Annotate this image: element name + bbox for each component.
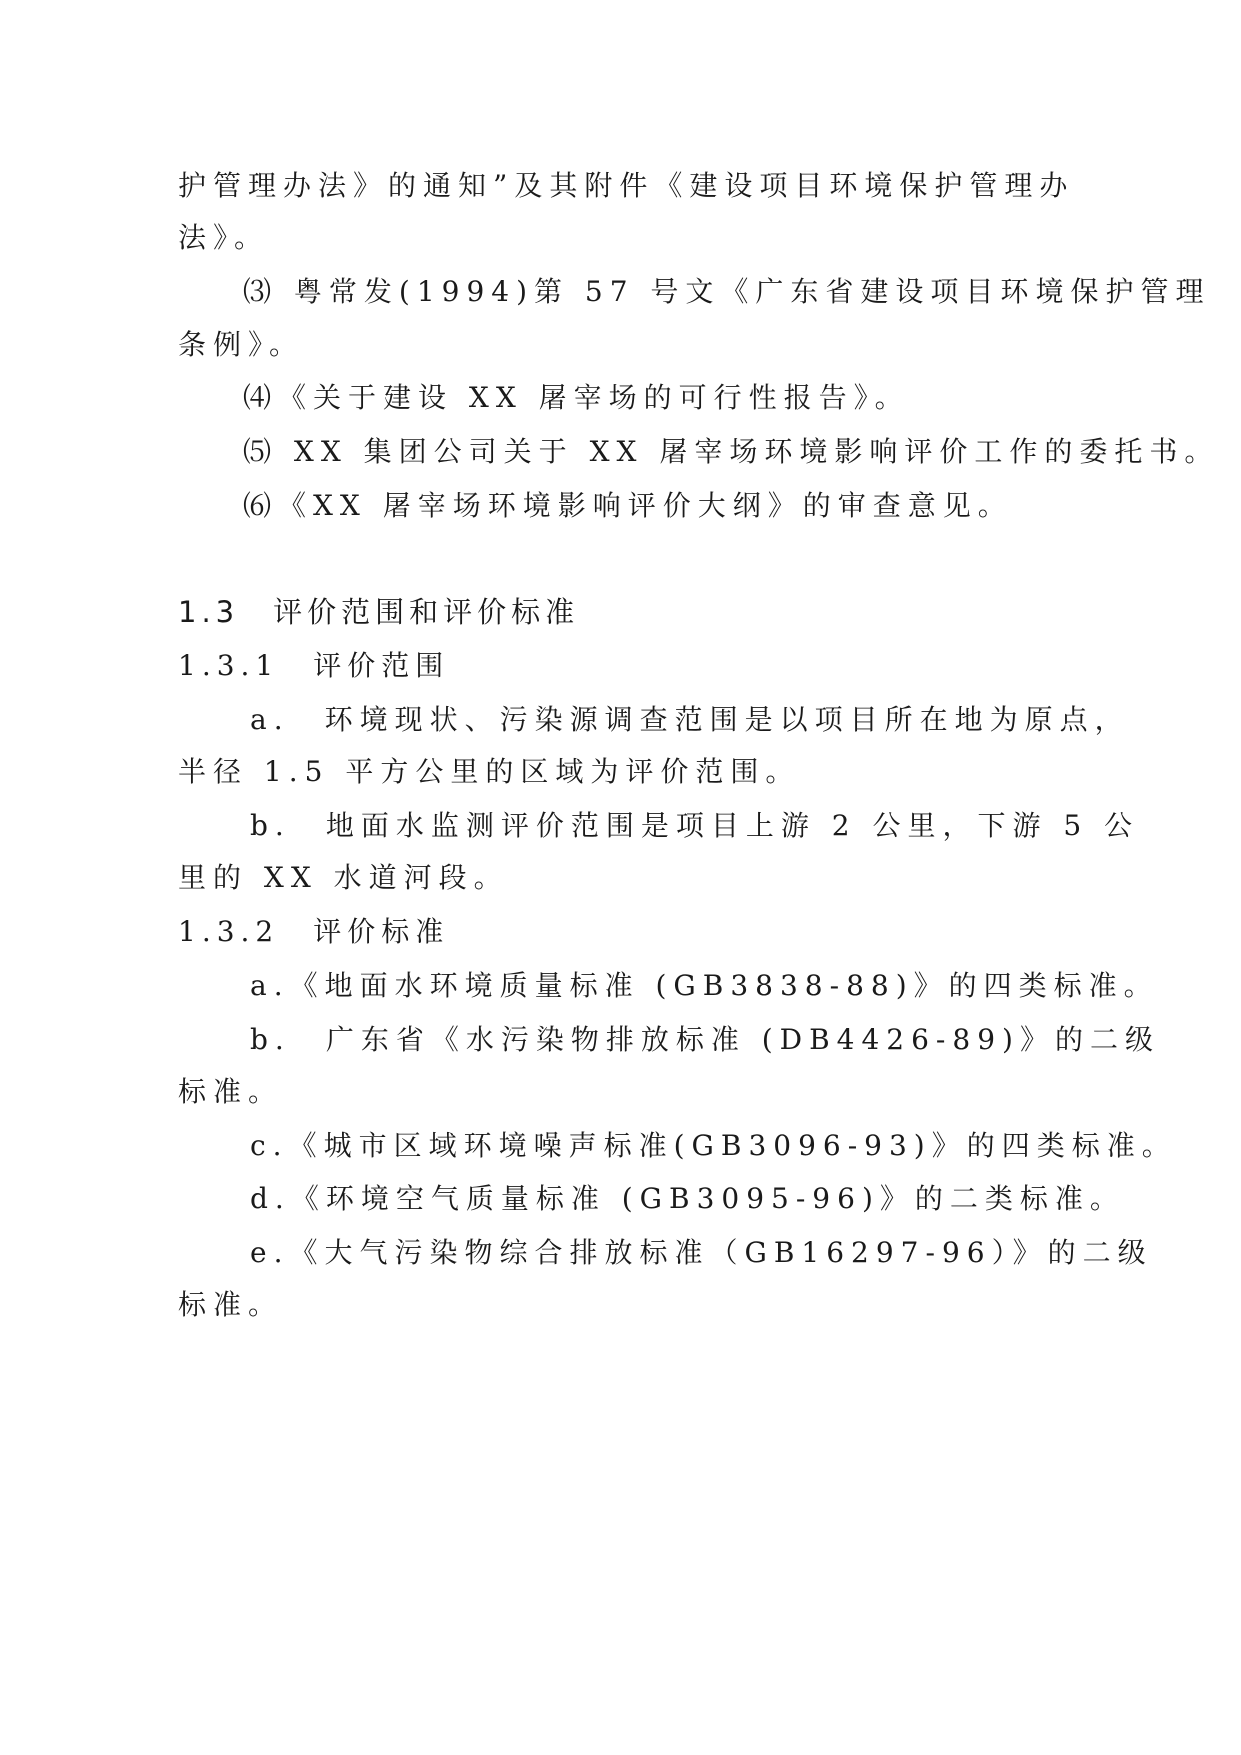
- standard-item-e: e.《大气污染物综合排放标准（GB16297-96）》的二级: [250, 1236, 1153, 1269]
- subsection-heading: 1.3.2 评价标准: [178, 915, 450, 948]
- paragraph-line: 法》。: [178, 221, 270, 254]
- paragraph-line: 半径 1.5 平方公里的区域为评价范围。: [178, 755, 801, 788]
- reference-item-6: ⑹《XX 屠宰场环境影响评价大纲》的审查意见。: [243, 489, 1013, 522]
- section-heading: 1.3 评价范围和评价标准: [178, 595, 580, 629]
- standard-item-d: d.《环境空气质量标准 (GB3095-96)》的二类标准。: [250, 1182, 1125, 1215]
- standard-item-b: b. 广东省《水污染物排放标准 (DB4426-89)》的二级: [250, 1023, 1160, 1056]
- reference-item-4: ⑷《关于建设 XX 屠宰场的可行性报告》。: [243, 381, 910, 414]
- subsection-heading: 1.3.1 评价范围: [178, 649, 450, 682]
- scope-item-b: b. 地面水监测评价范围是项目上游 2 公里，下游 5 公: [250, 809, 1140, 842]
- scope-item-a: a. 环境现状、污染源调查范围是以项目所在地为原点，: [250, 703, 1130, 736]
- paragraph-line: 标准。: [178, 1288, 284, 1321]
- reference-item-5: ⑸ XX 集团公司关于 XX 屠宰场环境影响评价工作的委托书。: [243, 435, 1220, 468]
- paragraph-line: 里的 XX 水道河段。: [178, 861, 509, 894]
- standard-item-a: a.《地面水环境质量标准 (GB3838-88)》的四类标准。: [250, 969, 1159, 1002]
- paragraph-line: 条例》。: [178, 328, 305, 361]
- paragraph-line: 标准。: [178, 1075, 284, 1108]
- standard-item-c: c.《城市区域环境噪声标准(GB3096-93)》的四类标准。: [250, 1129, 1177, 1162]
- reference-item-3: ⑶ 粤常发(1994)第 57 号文《广东省建设项目环境保护管理: [243, 275, 1211, 308]
- paragraph-line: 护管理办法》的通知”及其附件《建设项目环境保护管理办: [178, 169, 1075, 202]
